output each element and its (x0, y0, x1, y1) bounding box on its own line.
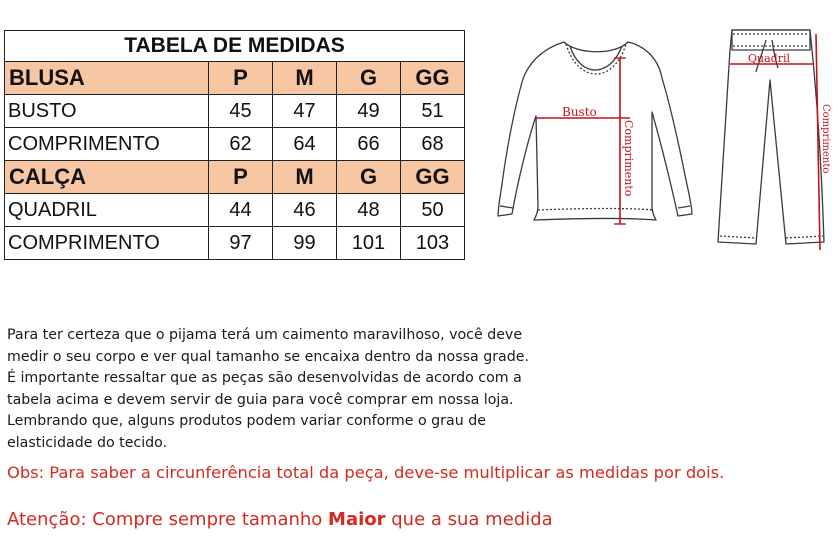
instruction-line: É importante ressaltar que as peças são desenvolvidas de acordo com a (7, 370, 522, 386)
row-label: QUADRIL (5, 194, 209, 227)
size-header: GG (401, 161, 465, 194)
table-row (5, 227, 465, 260)
table-cell: 45 (209, 95, 273, 128)
table-row (5, 95, 465, 128)
size-header: P (209, 161, 273, 194)
section-header-calca (5, 161, 465, 194)
table-row (5, 128, 465, 161)
row-label: COMPRIMENTO (5, 128, 209, 161)
table-cell: 97 (209, 227, 273, 260)
shirt-outline (498, 42, 692, 220)
pants-length-label: Comprimento (820, 104, 831, 174)
table-title: TABELA DE MEDIDAS (5, 31, 465, 62)
table-cell: 44 (209, 194, 273, 227)
section-label: BLUSA (5, 62, 209, 95)
size-header: P (209, 62, 273, 95)
table-row (5, 194, 465, 227)
table-cell: 66 (337, 128, 401, 161)
attention-note (7, 509, 553, 530)
size-header: G (337, 161, 401, 194)
busto-label: Busto (562, 105, 597, 119)
instruction-line: elasticidade do tecido. (7, 434, 168, 451)
section-label: CALÇA (5, 161, 209, 194)
size-header: M (273, 62, 337, 95)
section-header-blusa (5, 62, 465, 95)
size-header: G (337, 62, 401, 95)
measurement-instructions (7, 325, 607, 454)
table-cell: 103 (401, 227, 465, 260)
table-cell: 51 (401, 95, 465, 128)
table-cell: 99 (273, 227, 337, 260)
shirt-length-label: Comprimento (622, 120, 635, 197)
garment-measurement-illustration (480, 20, 838, 260)
attention-suffix: que a sua medida (385, 509, 553, 530)
observation-note: Obs: Para saber a circunferência total da peça, deve-se multiplicar as medidas por dois. (7, 463, 725, 482)
size-table (4, 30, 465, 260)
table-cell: 48 (337, 194, 401, 227)
table-cell: 47 (273, 95, 337, 128)
size-header: GG (401, 62, 465, 95)
table-cell: 49 (337, 95, 401, 128)
table-cell: 46 (273, 194, 337, 227)
size-header: M (273, 161, 337, 194)
instruction-line: medir o seu corpo e ver qual tamanho se encaixa dentro da nossa grade. (7, 348, 529, 365)
instruction-line: Lembrando que, alguns produtos podem variar conforme o grau de (7, 413, 486, 429)
table-cell: 101 (337, 227, 401, 260)
row-label: COMPRIMENTO (5, 227, 209, 260)
instruction-line: Para ter certeza que o pijama terá um caimento maravilhoso, você deve (7, 327, 523, 343)
table-cell: 50 (401, 194, 465, 227)
table-cell: 64 (273, 128, 337, 161)
table-cell: 68 (401, 128, 465, 161)
row-label: BUSTO (5, 95, 209, 128)
instruction-line: tabela acima e devem servir de guia para você comprar em nossa loja. (7, 391, 514, 408)
quadril-label: Quadril (748, 52, 790, 65)
table-cell: 62 (209, 128, 273, 161)
shirt-drawing (498, 42, 692, 220)
table-title-row (5, 31, 465, 62)
attention-prefix: Atenção: Compre sempre tamanho (7, 509, 329, 530)
attention-emphasis: Maior (328, 509, 386, 530)
